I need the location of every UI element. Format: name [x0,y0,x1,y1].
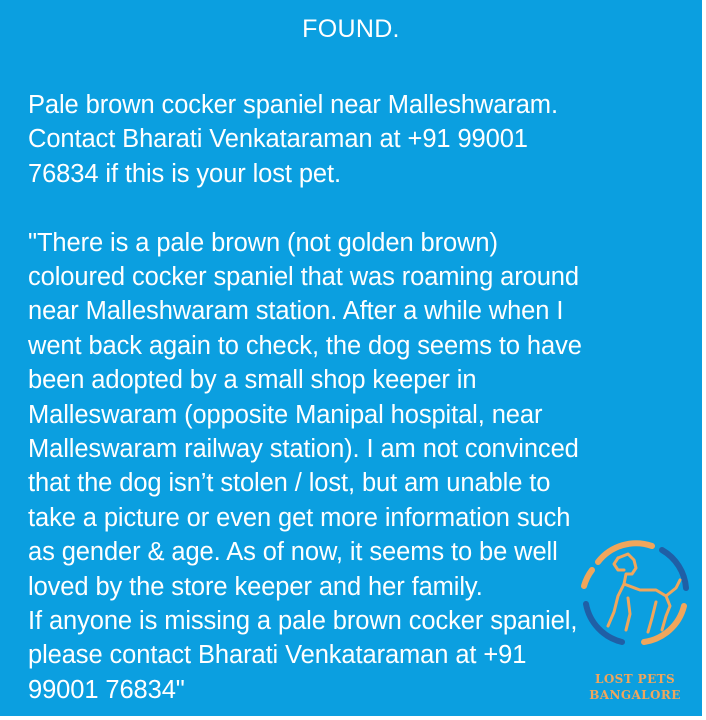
quote-line: coloured cocker spaniel that was roaming around [28,263,579,292]
summary-line: Pale brown cocker spaniel near Malleshwaram. [28,91,558,119]
quote-line: please contact Bharati Venkataraman at +91 [28,641,527,670]
quote-line: that the dog isn’t stolen / lost, but am unable to [28,469,551,498]
post-title: FOUND. [302,15,400,43]
quote-line: Malleswaram (opposite Manipal hospital, near [28,400,543,429]
dog-silhouette-icon [578,540,692,650]
quote-line: been adopted by a small shop keeper in [28,366,477,395]
summary-line: Contact Bharati Venkataraman at +91 99001 [28,125,528,154]
lost-pets-bangalore-logo [578,540,692,710]
logo-text-line1: LOST PETS [594,672,676,686]
quote-line: take a picture or even get more information such [28,503,571,532]
quote-line: Malleswaram railway station). I am not convinced [28,435,579,464]
quote-line: as gender & age. As of now, it seems to be well [28,538,558,567]
post-summary [28,88,678,191]
quote-line: went back again to check, the dog seems to have [28,331,582,360]
quote-line: If anyone is missing a pale brown cocker spaniel, [28,607,578,636]
paragraph-spacer [28,191,678,225]
quote-line: 99001 76834" [28,675,185,704]
quote-line: near Malleshwaram station. After a while when I [28,297,564,326]
summary-line: 76834 if this is your lost pet. [28,159,341,188]
logo-text-line2: BANGALORE [589,688,681,702]
quote-line: loved by the store keeper and her family. [28,572,483,601]
quote-line: "There is a pale brown (not golden brown) [28,228,498,257]
